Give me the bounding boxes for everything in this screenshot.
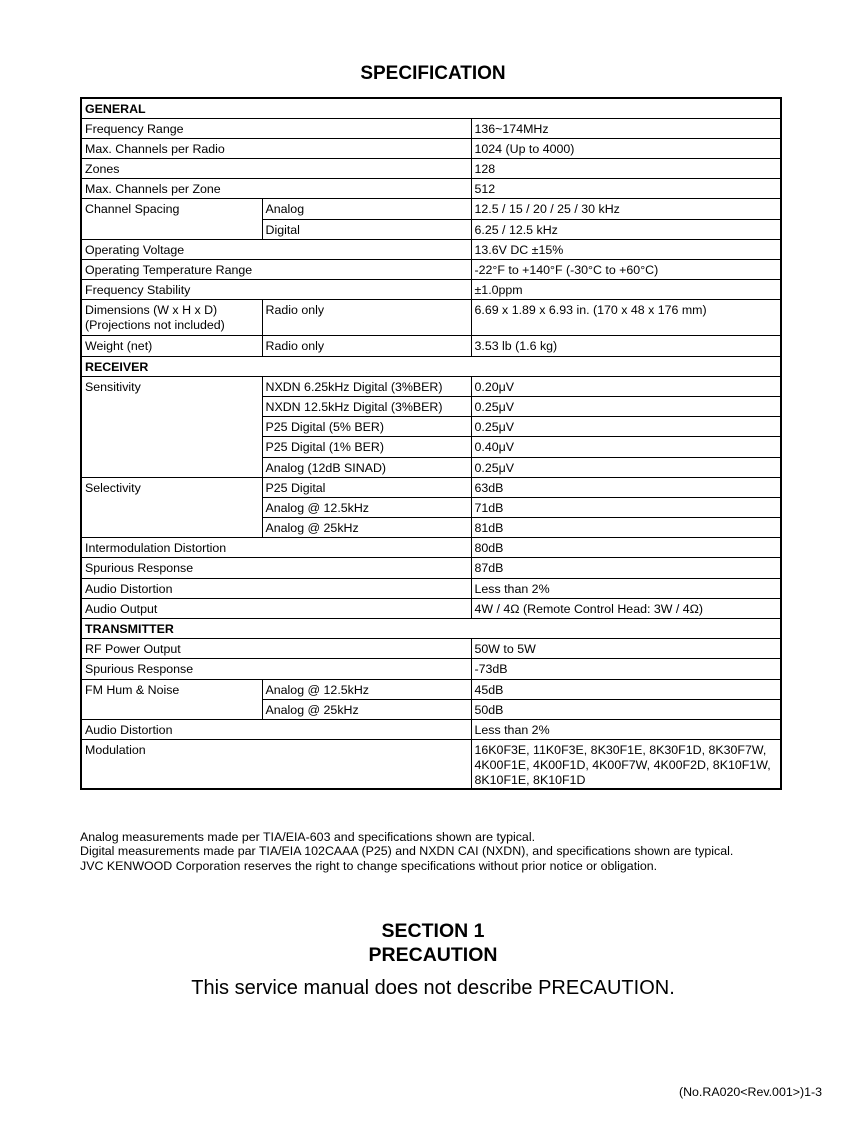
spec-sublabel: Analog (12dB SINAD) <box>262 457 471 477</box>
spec-value: 81dB <box>471 518 781 538</box>
table-row <box>81 376 781 396</box>
spec-label: Sensitivity <box>81 376 262 477</box>
spec-sublabel: Analog @ 12.5kHz <box>262 497 471 517</box>
spec-sublabel: Analog @ 25kHz <box>262 518 471 538</box>
table-row <box>81 260 781 280</box>
section-note: This service manual does not describe PRECAUTION. <box>191 977 675 999</box>
spec-label: Audio Distortion <box>81 578 471 598</box>
table-row <box>81 740 781 790</box>
spec-label: Audio Output <box>81 598 471 618</box>
modulation-line: 8K10F1E, 8K10F1D <box>474 773 586 788</box>
table-row <box>81 280 781 300</box>
spec-value: 0.20μV <box>471 376 781 396</box>
spec-sublabel: Analog @ 25kHz <box>262 699 471 719</box>
modulation-line: 4K00F1E, 4K00F1D, 4K00F7W, 4K00F2D, 8K10F1W, <box>474 758 771 773</box>
spec-value: 45dB <box>471 679 781 699</box>
spec-label: Zones <box>81 159 471 179</box>
spec-label-line: (Projections not included) <box>85 318 225 333</box>
spec-label <box>81 300 262 336</box>
spec-value: 3.53 lb (1.6 kg) <box>471 336 781 356</box>
spec-label: Selectivity <box>81 477 262 538</box>
table-row <box>81 639 781 659</box>
spec-value: Less than 2% <box>471 578 781 598</box>
table-row <box>81 239 781 259</box>
spec-value: 12.5 / 15 / 20 / 25 / 30 kHz <box>471 199 781 219</box>
spec-label: Max. Channels per Radio <box>81 138 471 158</box>
specification-table <box>80 97 782 790</box>
section-title: PRECAUTION <box>368 944 498 966</box>
section-header-transmitter: TRANSMITTER <box>81 619 781 639</box>
note-line: Analog measurements made per TIA/EIA-603 and specifications shown are typical. <box>80 830 536 844</box>
spec-sublabel: NXDN 12.5kHz Digital (3%BER) <box>262 396 471 416</box>
spec-value: 512 <box>471 179 781 199</box>
table-row <box>81 719 781 739</box>
page-footer: (No.RA020<Rev.001>)1-3 <box>678 1085 822 1099</box>
spec-label: RF Power Output <box>81 639 471 659</box>
table-row <box>81 619 781 639</box>
spec-label: Modulation <box>81 740 471 790</box>
table-row <box>81 659 781 679</box>
spec-value: -73dB <box>471 659 781 679</box>
spec-sublabel: Analog @ 12.5kHz <box>262 679 471 699</box>
spec-value: 50W to 5W <box>471 639 781 659</box>
spec-value: 0.40μV <box>471 437 781 457</box>
spec-label: Frequency Range <box>81 118 471 138</box>
table-row <box>81 356 781 376</box>
spec-value: 136~174MHz <box>471 118 781 138</box>
table-row <box>81 598 781 618</box>
table-row <box>81 98 781 118</box>
spec-sublabel: P25 Digital <box>262 477 471 497</box>
spec-value: 50dB <box>471 699 781 719</box>
spec-sublabel: Radio only <box>262 336 471 356</box>
spec-label: Max. Channels per Zone <box>81 179 471 199</box>
spec-value: -22°F to +140°F (-30°C to +60°C) <box>471 260 781 280</box>
spec-label: Operating Voltage <box>81 239 471 259</box>
table-row <box>81 477 781 497</box>
spec-value: 87dB <box>471 558 781 578</box>
spec-value: 80dB <box>471 538 781 558</box>
spec-label-line: Dimensions (W x H x D) <box>85 303 218 318</box>
spec-label: Frequency Stability <box>81 280 471 300</box>
spec-sublabel: Radio only <box>262 300 471 336</box>
spec-value: 0.25μV <box>471 457 781 477</box>
spec-label: Operating Temperature Range <box>81 260 471 280</box>
spec-label: Intermodulation Distortion <box>81 538 471 558</box>
table-row <box>81 159 781 179</box>
spec-sublabel: P25 Digital (1% BER) <box>262 437 471 457</box>
spec-label: Spurious Response <box>81 659 471 679</box>
spec-value: 13.6V DC ±15% <box>471 239 781 259</box>
spec-value: 6.25 / 12.5 kHz <box>471 219 781 239</box>
note-line: JVC KENWOOD Corporation reserves the right to change specifications without prior notice or obligation. <box>80 858 658 873</box>
spec-label: Weight (net) <box>81 336 262 356</box>
spec-value: 4W / 4Ω (Remote Control Head: 3W / 4Ω) <box>471 598 781 618</box>
table-row <box>81 138 781 158</box>
note-line: Digital measurements made par TIA/EIA 102CAAA (P25) and NXDN CAI (NXDN), and specifications shown are typical. <box>80 844 734 859</box>
modulation-line: 16K0F3E, 11K0F3E, 8K30F1E, 8K30F1D, 8K30F7W, <box>474 743 767 758</box>
spec-value <box>471 740 781 790</box>
spec-value: 128 <box>471 159 781 179</box>
spec-value: 71dB <box>471 497 781 517</box>
table-row <box>81 578 781 598</box>
spec-label: FM Hum & Noise <box>81 679 262 719</box>
table-row <box>81 118 781 138</box>
spec-sublabel: Analog <box>262 199 471 219</box>
section-header-general: GENERAL <box>81 98 781 118</box>
spec-value: 0.25μV <box>471 396 781 416</box>
spec-value: Less than 2% <box>471 719 781 739</box>
spec-sublabel: Digital <box>262 219 471 239</box>
section-header-receiver: RECEIVER <box>81 356 781 376</box>
spec-sublabel: NXDN 6.25kHz Digital (3%BER) <box>262 376 471 396</box>
spec-value: 1024 (Up to 4000) <box>471 138 781 158</box>
section-number: SECTION 1 <box>381 920 485 942</box>
table-row <box>81 199 781 219</box>
notes <box>80 830 800 873</box>
table-row <box>81 179 781 199</box>
page-title: SPECIFICATION <box>360 63 506 84</box>
table-row <box>81 558 781 578</box>
spec-label: Audio Distortion <box>81 719 471 739</box>
spec-sublabel: P25 Digital (5% BER) <box>262 417 471 437</box>
table-row <box>81 679 781 699</box>
table-row <box>81 336 781 356</box>
spec-label: Channel Spacing <box>81 199 262 239</box>
spec-value: 0.25μV <box>471 417 781 437</box>
table-row <box>81 538 781 558</box>
spec-value: ±1.0ppm <box>471 280 781 300</box>
table-row <box>81 300 781 336</box>
spec-value: 63dB <box>471 477 781 497</box>
spec-label: Spurious Response <box>81 558 471 578</box>
spec-value: 6.69 x 1.89 x 6.93 in. (170 x 48 x 176 mm) <box>471 300 781 336</box>
